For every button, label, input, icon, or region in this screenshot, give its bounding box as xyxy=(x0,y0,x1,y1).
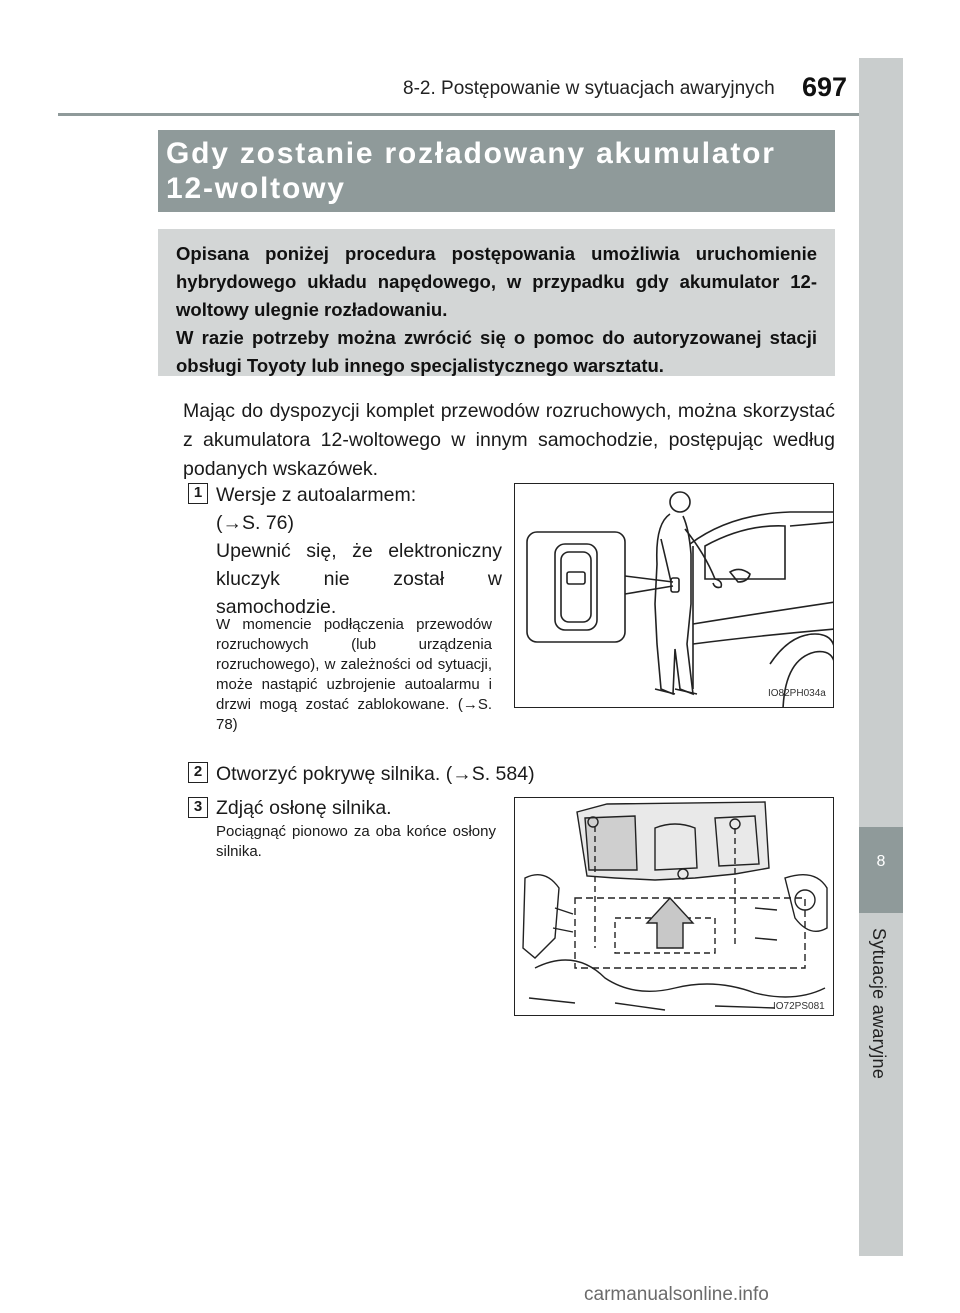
footer-watermark: carmanualsonline.info xyxy=(584,1284,769,1305)
key-check-illustration xyxy=(515,484,834,708)
figure-engine-cover xyxy=(514,797,834,1016)
step-1-note: W momencie podłączenia przewodów rozruchowych (lub urządzenia rozruchowego), w zależności od sytuacji, może nastąpić uzbrojenie autoalarmu i drzwi mogą zostać zablokowane. (→S. 78) xyxy=(216,616,492,733)
step-1-badge: 1 xyxy=(188,483,208,504)
step-3-note: Pociągnąć pionowo za oba końce osłony silnika. xyxy=(216,823,496,860)
step-1-text xyxy=(216,481,502,621)
step-1-line-3: Upewnić się, że elektroniczny kluczyk nie został w samochodzie. xyxy=(216,540,502,618)
header-divider xyxy=(58,113,859,116)
figure-2-code: IO72PS081 xyxy=(773,1001,825,1012)
body-paragraph: Mając do dyspozycji komplet przewodów rozruchowych, można skorzystać z akumulatora 12-woltowego w innym samochodzie, postępując według podanych wskazówek. xyxy=(183,400,835,480)
step-1-ref: (→S. 76) xyxy=(216,512,295,534)
step-2-badge: 2 xyxy=(188,762,208,783)
chapter-title: Sytuacje awaryjne xyxy=(869,928,889,1080)
page-number: 697 xyxy=(802,72,848,102)
intro-line-1: Opisana poniżej procedura postępowania umożliwia uruchomienie hybrydowego układu napędowego, w przypadku gdy akumulator 12-woltowy ulegnie rozładowaniu. xyxy=(176,243,817,320)
intro-text xyxy=(176,240,817,380)
step-1-line-1: Wersje z autoalarmem: xyxy=(216,484,417,506)
section-title: Gdy zostanie rozładowany akumulator 12-woltowy xyxy=(166,137,776,205)
figure-key-check xyxy=(514,483,834,708)
step-3-text: Zdjąć osłonę silnika. xyxy=(216,797,392,819)
engine-cover-illustration xyxy=(515,798,834,1016)
chapter-number: 8 xyxy=(876,853,886,870)
running-header: 8-2. Postępowanie w sytuacjach awaryjnych xyxy=(403,78,775,99)
intro-line-2: W razie potrzeby można zwrócić się o pomoc do autoryzowanej stacji obsługi Toyoty lub innego specjalistycznego warsztatu. xyxy=(176,327,817,376)
step-2-text: Otworzyć pokrywę silnika. (→S. 584) xyxy=(216,763,535,785)
figure-1-code: IO82PH034a xyxy=(768,688,826,699)
step-3-badge: 3 xyxy=(188,797,208,818)
